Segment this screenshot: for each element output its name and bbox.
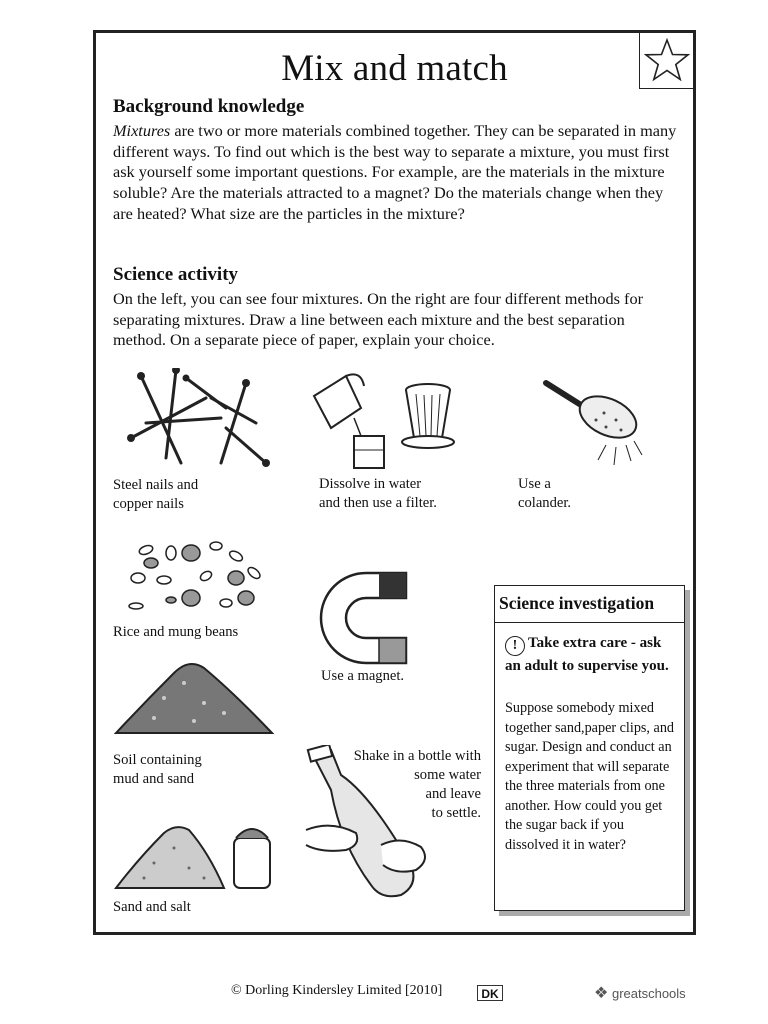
copyright-text: © Dorling Kindersley Limited [2010] — [231, 983, 443, 998]
jug-filter-icon — [306, 368, 466, 478]
dk-logo: DK — [477, 985, 503, 1001]
investigation-text: Suppose somebody mixed together sand,paper clips, and sugar. Design and conduct an experiment that will separate the three materials from one another. How could you get the sugar back if you dissolved it in water? — [505, 700, 675, 853]
mixture-soil-label: Soil containing mud and sand — [113, 752, 202, 787]
investigation-warning — [505, 633, 680, 677]
mixture-sand-salt-label: Sand and salt — [113, 899, 191, 915]
colander-icon — [536, 375, 646, 470]
mixture-nails-label: Steel nails and copper nails — [113, 477, 199, 512]
investigation-title: Science investigation — [495, 586, 684, 623]
mixture-beans-label: Rice and mung beans — [113, 624, 239, 640]
greatschools-logo: ❖ greatschools — [594, 985, 686, 1002]
warning-icon: ! — [505, 636, 525, 656]
beans-icon — [126, 538, 271, 613]
activity-heading: Science activity — [113, 264, 239, 285]
greatschools-icon: ❖ — [594, 985, 609, 1002]
method-magnet-label: Use a magnet. — [321, 668, 405, 684]
worksheet — [93, 30, 696, 935]
background-body: are two or more materials combined together. They can be separated in many different ways. To find out which is the best way to separate a mixture, you must first ask yourself some important questions. For example, are the materials in the mixture soluble? Are the materials attracted to a magnet? Do the materials change when they are heated? What size are the particles in the mixture? — [113, 121, 677, 223]
method-bottle-label: Shake in a bottle with some water and leave to settle. — [353, 748, 481, 821]
background-heading: Background knowledge — [113, 96, 305, 117]
page-title: Mix and match — [281, 48, 508, 89]
activity-text: On the left, you can see four mixtures. On the right are four different methods for separating mixtures. Draw a line between each mixture and the best separation method. On a separate piece of paper, explain your choice. — [113, 289, 644, 350]
magnet-icon — [311, 568, 421, 668]
method-colander-label: Use a colander. — [518, 476, 572, 511]
sand-salt-icon — [114, 818, 274, 893]
method-filter-label: Dissolve in water and then use a filter. — [319, 476, 437, 511]
background-text — [113, 121, 678, 225]
mixtures-term: Mixtures — [113, 121, 171, 140]
soil-pile-icon — [114, 653, 274, 738]
science-investigation-box — [494, 585, 685, 911]
nails-icon — [126, 368, 276, 473]
warning-text: Take extra care - ask an adult to supervise you. — [505, 635, 669, 674]
